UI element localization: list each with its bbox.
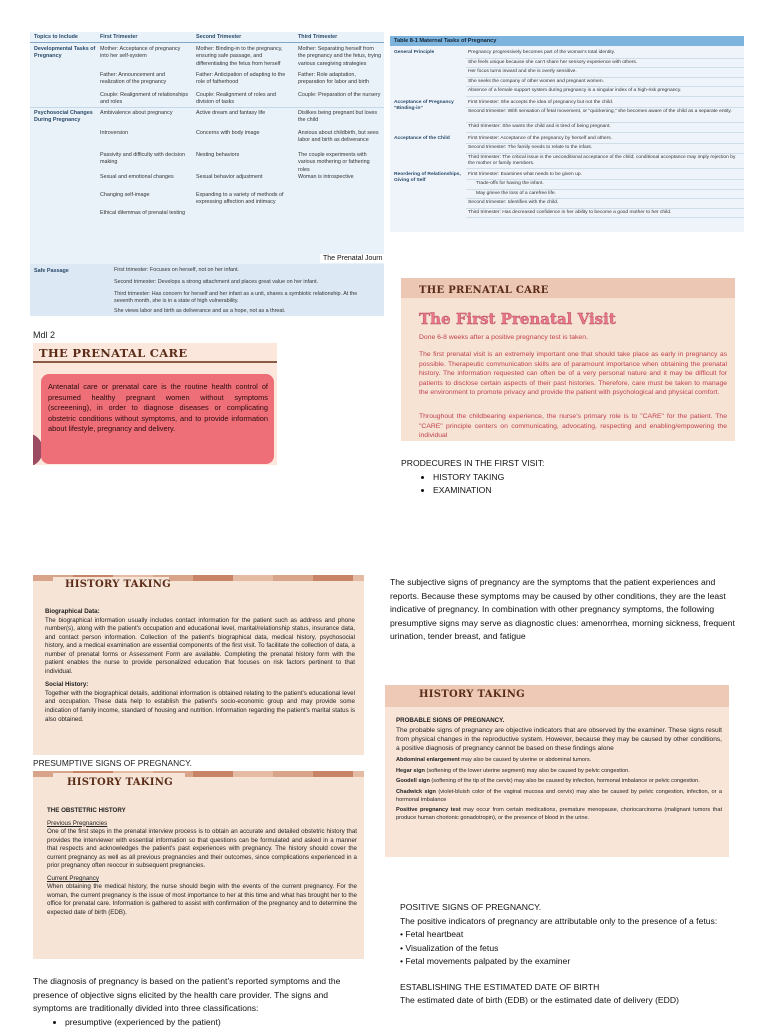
table-cell: Sexual and emotional changes — [100, 174, 174, 180]
procedures-heading: PRODECURES IN THE FIRST VISIT: — [401, 458, 545, 468]
edb-heading: ESTABLISHING THE ESTIMATED DATE OF BIRTH — [400, 981, 600, 992]
card-tag: THE PRENATAL CARE — [419, 285, 549, 296]
table-cell: Sexual behavior adjustment — [196, 174, 263, 180]
section-item: Third trimester: The critical issue is the unconditional acceptance of the child; conditional acceptance may imply rejection by the mother or family members. — [468, 154, 736, 167]
table-cell: The couple experiments with various mothering or fathering roles — [298, 152, 370, 173]
card-title: The First Prenatal Visit — [419, 310, 616, 328]
bio-heading: Biographical Data: — [45, 608, 100, 615]
table-cell: Father: Role adaptation, preparation for labor and birth — [298, 72, 370, 86]
sign-name: Hegar sign — [396, 767, 425, 774]
definition-text: Antenatal care or prenatal care is the routine health control of presumed healthy pregnant women without symptoms (screeening), in order to diagnose diseases or complicating obstetric conditions without symptoms, and to provide information about lifestyle, pregnancy and delivery. — [48, 382, 268, 434]
table-cell: Introversion — [100, 130, 129, 136]
obstetric-history-card — [33, 771, 364, 959]
row-divider — [466, 132, 744, 133]
section-item: Third trimester: She wants the child and is tired of being pregnant. — [468, 124, 611, 129]
table-cell: Father: Anticipation of adapting to the role of fatherhood — [196, 72, 286, 86]
safe-passage-row — [30, 264, 384, 316]
section-item: Second trimester: The family needs to relate to the infant. — [468, 145, 593, 150]
sign-item — [396, 757, 722, 765]
safe-passage-4: She views labor and birth as deliverance and as a hope, not as a threat. — [114, 308, 286, 314]
previous-heading: Previous Pregnancies — [47, 819, 108, 827]
table-cell: Mother: Binding-in to the pregnancy, ensuring safe passage, and differentiating the fetus from herself — [196, 46, 283, 67]
table-cell: Expanding to a variety of methods of expressing affection and intimacy — [196, 192, 284, 206]
sign-name: Abdominal enlargement — [396, 756, 460, 763]
safe-passage-label: Safe Passage — [34, 268, 69, 274]
safe-passage-3: Third trimester: Has concern for herself and her infant as a unit, shares a symbiotic relationship. At the seventh month, she is in a state of high vulnerability. — [114, 291, 358, 305]
procedure-item: • HISTORY TAKING — [433, 471, 741, 485]
table-cell: Anxious about childbirth, but sees labor and birth as deliverance — [298, 130, 379, 144]
probable-heading: PROBABLE SIGNS OF PREGNANCY. — [396, 717, 505, 724]
safe-passage-1: First trimester: Focuses on herself, not on her infant. — [114, 267, 239, 273]
diagnosis-item: • presumptive (experienced by the patient) — [65, 1016, 368, 1029]
card-tag: HISTORY TAKING — [65, 579, 172, 590]
section-label: General Principle — [394, 50, 435, 55]
col-header-first: First Trimester — [100, 34, 138, 40]
section-item: Her focus turns inward and she is overly sensitive. — [468, 69, 577, 74]
table-cell: Changing self-image — [100, 192, 150, 198]
table-header — [30, 32, 384, 43]
probable-intro: The probable signs of pregnancy are objective indicators that are observed by the examiner. These signs result from physical changes in the reproductive system. However, because they may be caused by other conditions, a positive diagnosis of pregnancy cannot be based on these findings alone — [396, 726, 722, 752]
table-cell: Mother: Acceptance of pregnancy into her self-system — [100, 46, 181, 60]
row-divider — [466, 153, 744, 154]
positive-item: • Fetal heartbeat — [400, 929, 464, 940]
prenatal-care-card — [33, 343, 277, 465]
row-divider — [30, 107, 384, 108]
sign-description: (softening of the lower uterine segment) may also be caused by pelvic congestion. — [424, 767, 630, 774]
table-cell: Ambivalence about pregnancy — [100, 110, 173, 116]
table-cell: Woman is introspective — [298, 174, 354, 180]
history-taking-card — [33, 575, 364, 755]
row-topic: Developmental Tasks of Pregnancy — [34, 46, 96, 60]
sign-description: may occur from certain medications, premature menopause, choriocarcinoma (malignant tumors that produce human chorionic gonadotropin), or the presence of blood in the urine. — [396, 807, 723, 822]
visit-paragraph: The first prenatal visit is an extremely important one that should take place as early in pregnancy as possible. Therapeutic communication skills are of paramount importance when obtaining the prenatal history. The information requested can often be of a very personal nature and it may be difficult for patients to disclose certain aspects of their past histories. Therefore, care must be taken to manage the environment to promote privacy and provide the patient with psychological and physical comfort. — [419, 351, 727, 397]
section-item: Second trimester: Identifies with the child. — [468, 200, 559, 205]
maternal-tasks-table — [390, 36, 744, 232]
table-cell: Ethical dilemmas of prenatal testing — [100, 210, 186, 216]
subjective-signs-text: The subjective signs of pregnancy are the symptoms that the patient experiences and reports. Because these symptoms may be caused by other conditions, they are the least indicative of pregnancy. In combination with other pregnancy symptoms, the following presumptive signs may serve as diagnostic clues: amenorrhea, morning sickness, frequent urination, tender breast, and fatigue — [390, 577, 735, 642]
row-divider — [466, 107, 744, 108]
positive-item: • Fetal movements palpated by the examiner — [400, 956, 571, 967]
col-header-third: Third Trimester — [298, 34, 338, 40]
table-cell: Concerns with body image — [196, 130, 260, 136]
section-item: She seeks the company of other women and pregnant women. — [468, 78, 604, 84]
section-item: Third trimester: Has decreased confidence in her ability to become a good mother to her child. — [468, 209, 672, 215]
table-title: Table 8-1 Maternal Tasks of Pregnancy — [394, 38, 497, 44]
edb-text: The estimated date of birth (EDB) or the estimated date of delivery (EDD) — [400, 995, 679, 1006]
section-item: Trade-offs for having the infant. — [476, 181, 544, 186]
sign-name: Chadwick sign — [396, 788, 436, 795]
row-divider — [466, 96, 744, 97]
positive-intro: The positive indicators of pregnancy are attributable only to the presence of a fetus: — [400, 915, 718, 926]
table-cell: Couple: Realignment of relationships and roles — [100, 92, 189, 106]
procedure-item: • EXAMINATION — [433, 484, 741, 498]
section-item: First trimester: Acceptance of the pregnancy by herself and others. — [468, 135, 613, 141]
section-item: May grieve the loss of a carefree life. — [476, 190, 556, 196]
timing-text: Done 6-8 weeks after a positive pregnancy test is taken. — [419, 334, 588, 341]
row-divider — [466, 168, 744, 169]
section-item: First trimester: She accepts the idea of pregnancy but not the child. — [468, 99, 614, 105]
table-cell: Active dream and fantasy life — [196, 110, 266, 116]
section-item: Absence of a female support system during pregnancy is a singular index of a high-risk pregnancy. — [468, 88, 682, 93]
module-label: Mdl 2 — [33, 330, 56, 340]
table-cell: Passivity and difficulty with decision making — [100, 152, 185, 166]
bio-text: The biographical information usually includes contact information for the patient such as address and phone number(s), along with the patient's occupation and educational level, marital/relationship status, insurance data, and contact person information. Collection of the patient's biographical data, medical history, psychosocial history, and a medical examination are essential components of the first visit. To facilitate the collection of data, a number of prenatal forms or Assessment Form are available. Completing the prenatal history form with the patient enables the nurse to provide personalized education that focuses on risk factors pertinent to that individual. — [45, 616, 355, 675]
definition-box — [41, 374, 274, 464]
obstetric-heading: THE OBSTETRIC HISTORY — [47, 807, 126, 814]
social-text: Together with the biographical details, additional information is obtained relating to the patient's educational level and occupation. These data help to establish the patient's socio-economic group and may provide some indication of family income, standard of housing and nutrition. Information regarding the patient's marital status is also obtained. — [45, 689, 355, 723]
positive-heading: POSITIVE SIGNS OF PREGNANCY. — [400, 902, 542, 912]
diagnosis-text: The diagnosis of pregnancy is based on the patient's reported symptoms and the presence of objective signs elicited by the health care provider. The signs and symptoms are traditionally divided into three classifications: — [33, 976, 341, 1014]
probable-signs-card — [385, 685, 729, 857]
procedures-section — [401, 457, 741, 498]
row-divider — [466, 58, 744, 59]
section-item: First trimester: Examines what needs to be given up. — [468, 171, 582, 177]
table-title-bar — [390, 36, 744, 46]
section-item: Pregnancy progressively becomes part of the woman's total identity. — [468, 50, 616, 55]
row-divider — [466, 198, 744, 199]
col-header-topics: Topics to Include — [34, 34, 78, 40]
row-divider — [466, 189, 744, 190]
title-underline — [33, 361, 277, 363]
section-label: Acceptance of the Child — [394, 135, 450, 141]
care-paragraph: Throughout the childbearing experience, the nurse's primary role is to "CARE" for the patient. The "CARE" principle centers on communicating, advocating, respecting and enabling/empowering the individual — [419, 413, 727, 440]
row-divider — [466, 86, 744, 87]
card-title: THE PRENATAL CARE — [39, 346, 188, 360]
table-cell: Father: Announcement and realization of the pregnancy — [100, 72, 167, 86]
positive-item: • Visualization of the fetus — [400, 942, 499, 953]
safe-passage-2: Second trimester: Develops a strong attachment and places great value on her infant. — [114, 279, 319, 285]
card-tag: HISTORY TAKING — [419, 689, 526, 700]
row-divider — [466, 217, 744, 218]
sign-description: may also be caused by uterine or abdominal tumors. — [459, 756, 592, 763]
row-divider — [466, 77, 744, 78]
row-divider — [466, 208, 744, 209]
section-item: She feels unique because she can't share her sensory experience with others. — [468, 59, 638, 65]
social-heading: Social History: — [45, 681, 89, 689]
sign-name: Goodell sign — [396, 778, 430, 785]
sign-item — [396, 778, 722, 786]
sign-item — [396, 789, 722, 804]
table-cell: Mother: Separating herself from the pregnancy and the fetus, trying various caregiving strategies — [298, 46, 382, 67]
presumptive-caption: PRESUMPTIVE SIGNS OF PREGNANCY. — [33, 758, 196, 768]
row-topic: Psychosocial Changes During Pregnancy — [34, 110, 93, 124]
first-visit-card — [401, 278, 735, 441]
sign-description: (violet-bluish color of the vaginal mucosa and cervix) may also be caused by pelvic congestion, infection, or a hormonal imbalance — [396, 788, 723, 803]
table-cell: Dislikes being pregnant but loves the child — [298, 110, 378, 124]
developmental-tasks-table — [30, 32, 384, 316]
current-heading: Current Pregnancy — [47, 874, 99, 882]
previous-text: One of the first steps in the prenatal interview process is to obtain an accurate and detailed obstetric history that provides the interviewer with essential information so that questions can be formulated and asked in a manner that respects and acknowledges the patient's past experiences with pregnancy. The history should cover the current pregnancy as well as all previous pregnancies and their outcomes, since complications experienced in a prior pregnancy often reoccur in subsequent pregnancies. — [47, 828, 357, 870]
row-divider — [466, 67, 744, 68]
section-label: Acceptance of Pregnancy "Binding-in" — [394, 99, 454, 112]
col-header-second: Second Trimester — [196, 34, 242, 40]
table-cell: Couple: Realignment of roles and division of tasks — [196, 92, 277, 106]
card-tag: HISTORY TAKING — [67, 777, 174, 788]
current-text: When obtaining the medical history, the nurse should begin with the events of the current pregnancy. For the woman, the current pregnancy is the issue of most importance to her at this time and what has brought her to the office for prenatal care. Information is gathered to assist with confirmation of the pregnancy and to determine the expected date of birth (EDB). — [47, 883, 357, 917]
row-divider — [466, 179, 744, 180]
sign-name: Positive pregnancy test — [396, 807, 461, 814]
sign-item — [396, 768, 722, 776]
table-cell: Couple: Preparation of the nursery — [298, 92, 381, 98]
section-label: Reordering of Relationships, Giving of Self — [394, 171, 461, 184]
sign-item — [396, 807, 722, 822]
diagnosis-section — [33, 975, 368, 1029]
journal-label: The Prenatal Journ — [320, 254, 384, 263]
row-divider — [466, 143, 744, 144]
section-item: Second trimester: With sensation of fetal movement, or "quickening," she becomes aware of the child as a separate entity. — [468, 109, 732, 114]
table-cell: Nesting behaviors — [196, 152, 240, 158]
row-divider — [466, 122, 744, 123]
positive-signs-section — [400, 901, 740, 1008]
sign-description: (softening of the tip of the cervix) may also be caused by infection, hormonal imbalance or pelvic congestion. — [429, 778, 700, 785]
